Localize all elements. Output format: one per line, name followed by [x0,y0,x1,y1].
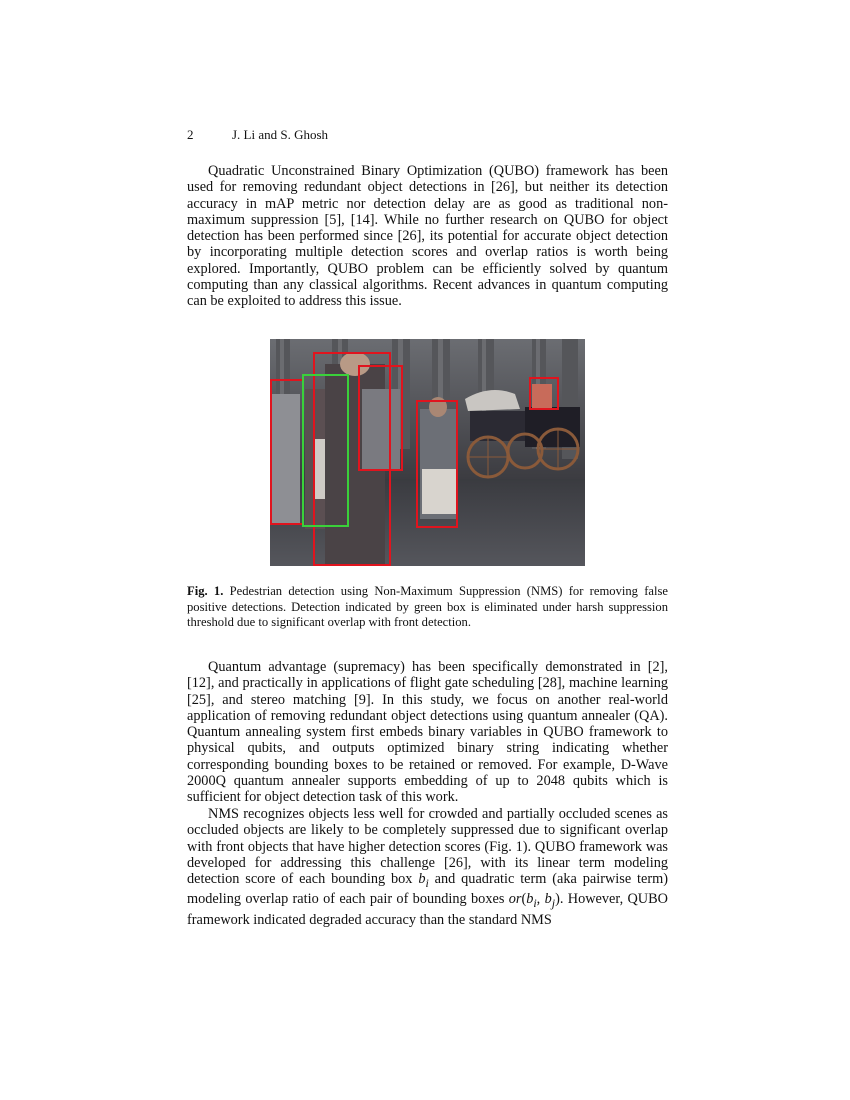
math-b-2: b [544,891,552,908]
body-paragraph-1: Quadratic Unconstrained Binary Optimization (QUBO) framework has been used for removing redundant object detections in [26], but neither its detection accuracy in mAP metric nor detection delay are as good as traditional non-maximum suppression [5], [14]. While no further research on QUBO for object detection has been performed since [26], its potential for accurate object detection by incorporating multiple detection scores and overlap ratios is worth being explored. Importantly, QUBO problem can be efficiently solved by quantum computing than any classical algorithms. Recent advances in quantum computing can be exploited to address this issue. [187,163,668,310]
math-b-1: b [526,891,534,908]
math-comma: , [536,891,545,908]
running-header [187,127,667,145]
body-paragraph-2: Quantum advantage (supremacy) has been specifically demonstrated in [2], [12], and practically in applications of flight gate scheduling [28], machine learning [25], and stereo matching [9]. In this study, we focus on another real-world application of removing redundant object detections using quantum annealer (QA). Quantum annealing system first embeds binary variables in QUBO framework to physical qubits, and outputs optimized binary string indicating whether corresponding bounding boxes to be retained or removed. For example, D-Wave 2000Q quantum annealer supports embedding of up to 2048 qubits which is sufficient for object detection task of this work. [187,659,668,806]
paragraph-3-text-b: and quadratic term (aka pairwise term) modeling overlap ratio of each pair of bounding boxes [187,871,668,908]
figure-label: Fig. 1. [187,584,224,598]
math-sub-j: j [551,896,556,911]
page-number: 2 [187,127,194,142]
math-b: b [418,871,426,888]
math-sub-i: i [425,876,429,891]
caption-text: Pedestrian detection using Non-Maximum Suppression (NMS) for removing false positive detections. Detection indicated by green box is eliminated under harsh suppression threshold due to significant overlap with front detection. [187,584,668,629]
math-or: or [508,891,522,908]
figure-1-image [270,339,585,566]
math-sub-i-1: i [533,896,537,911]
paragraph-3-text-c: . However, QUBO framework indicated degraded accuracy than the standard NMS [187,891,668,928]
math-paren-open: ( [521,891,527,908]
running-head-authors: J. Li and S. Ghosh [232,127,329,142]
math-paren-close: ) [555,891,560,908]
pedestrian-scene [270,339,585,566]
figure-1-caption [187,584,668,631]
paragraph-3-text-a: NMS recognizes objects less well for crowded and partially occluded scenes as occluded objects are likely to be completely suppressed due to significant overlap with front objects that have higher detection scores (Fig. 1). QUBO framework was developed for addressing this challenge [26], with its linear term modeling detection score of each bounding box [187,806,668,888]
body-paragraph-3 [187,806,668,928]
